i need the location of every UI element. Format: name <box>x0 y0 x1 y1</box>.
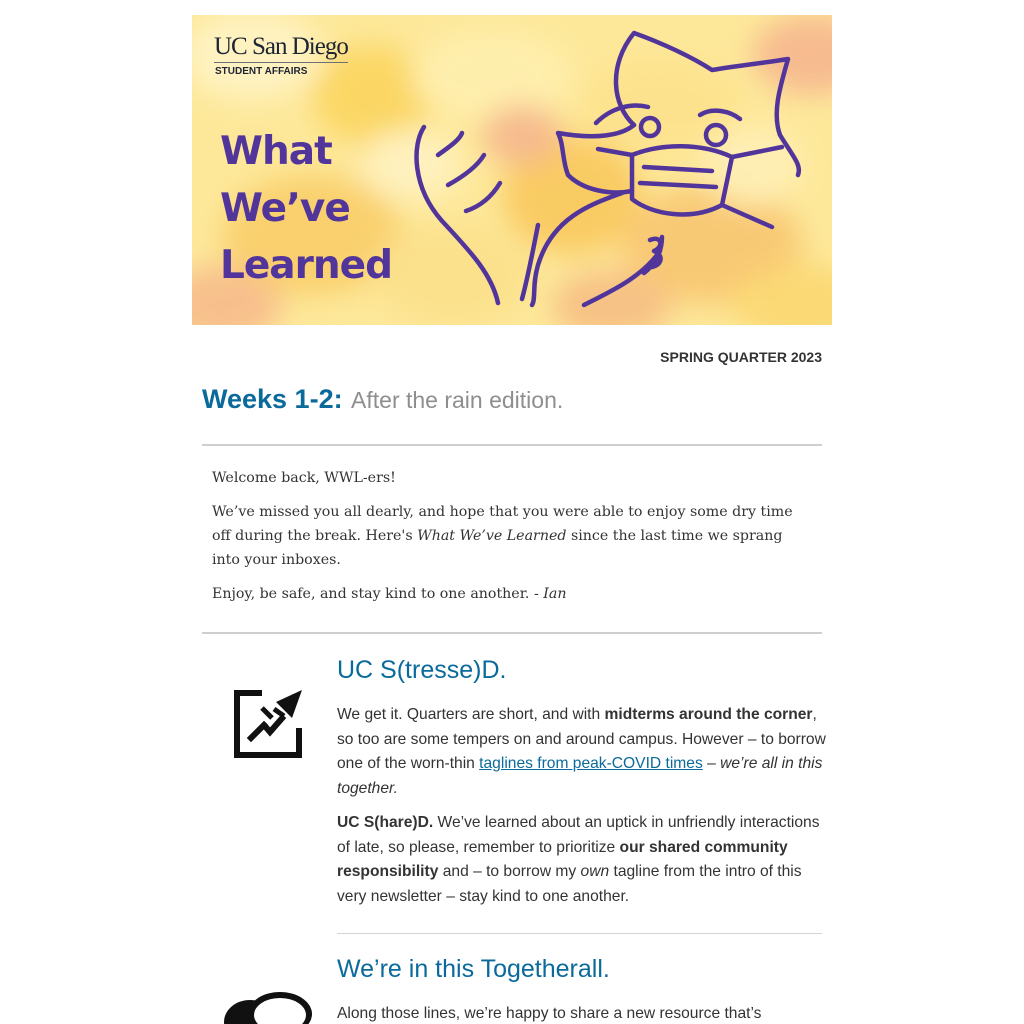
article-title: We’re in this Togetherall. <box>337 955 610 983</box>
issue-weeks: Weeks 1-2: <box>202 384 343 414</box>
header-banner <box>192 15 832 325</box>
issue-edition: After the rain edition. <box>351 387 564 413</box>
intro-greeting: Welcome back, WWL-ers! <box>212 470 396 486</box>
section-divider <box>202 444 822 446</box>
stress-arrow-icon <box>232 688 304 760</box>
issue-heading <box>202 384 563 415</box>
newsletter-name: What We’ve Learned <box>417 528 567 544</box>
intro-section <box>212 466 802 616</box>
article-divider <box>337 933 822 934</box>
banner-title-line: What <box>220 129 332 174</box>
masked-cat-illustration <box>192 15 832 325</box>
article-paragraph: UC S(hare)D. We’ve learned about an uptick in unfriendly interactions of late, so please, remember to prioritize our shared community responsibility and – to borrow my own tagline from the intro of this very newsletter – stay kind to one another. <box>337 814 820 905</box>
quarter-label: SPRING QUARTER 2023 <box>660 349 822 365</box>
covid-taglines-link[interactable]: taglines from peak-COVID times <box>479 755 703 772</box>
intro-signoff: Enjoy, be safe, and stay kind to one another. - Ian <box>212 586 567 602</box>
intro-paragraph: We’ve missed you all dearly, and hope that you were able to enjoy some dry time off during the break. Here's What We’ve Learned since the last time we sprang into your inboxes. <box>212 504 793 568</box>
speech-bubbles-icon <box>222 988 318 1024</box>
article-paragraph: Along those lines, we’re happy to share a new resource that’s <box>337 1005 762 1022</box>
article-body <box>337 703 827 919</box>
article-paragraph: We get it. Quarters are short, and with midterms around the corner, so too are some tempers on and around campus. However – to borrow one of the worn-thin taglines from peak-COVID times – we’re all in this together. <box>337 706 826 797</box>
section-divider <box>202 632 822 634</box>
article-body <box>337 1002 827 1024</box>
article-title: UC S(tresse)D. <box>337 656 507 684</box>
banner-title-line: We’ve <box>220 186 350 231</box>
uc-san-diego-logo: UC San Diego <box>214 33 348 60</box>
banner-title-line: Learned <box>220 243 392 288</box>
author-signature: Ian <box>543 586 567 602</box>
student-affairs-label: STUDENT AFFAIRS <box>215 66 308 77</box>
